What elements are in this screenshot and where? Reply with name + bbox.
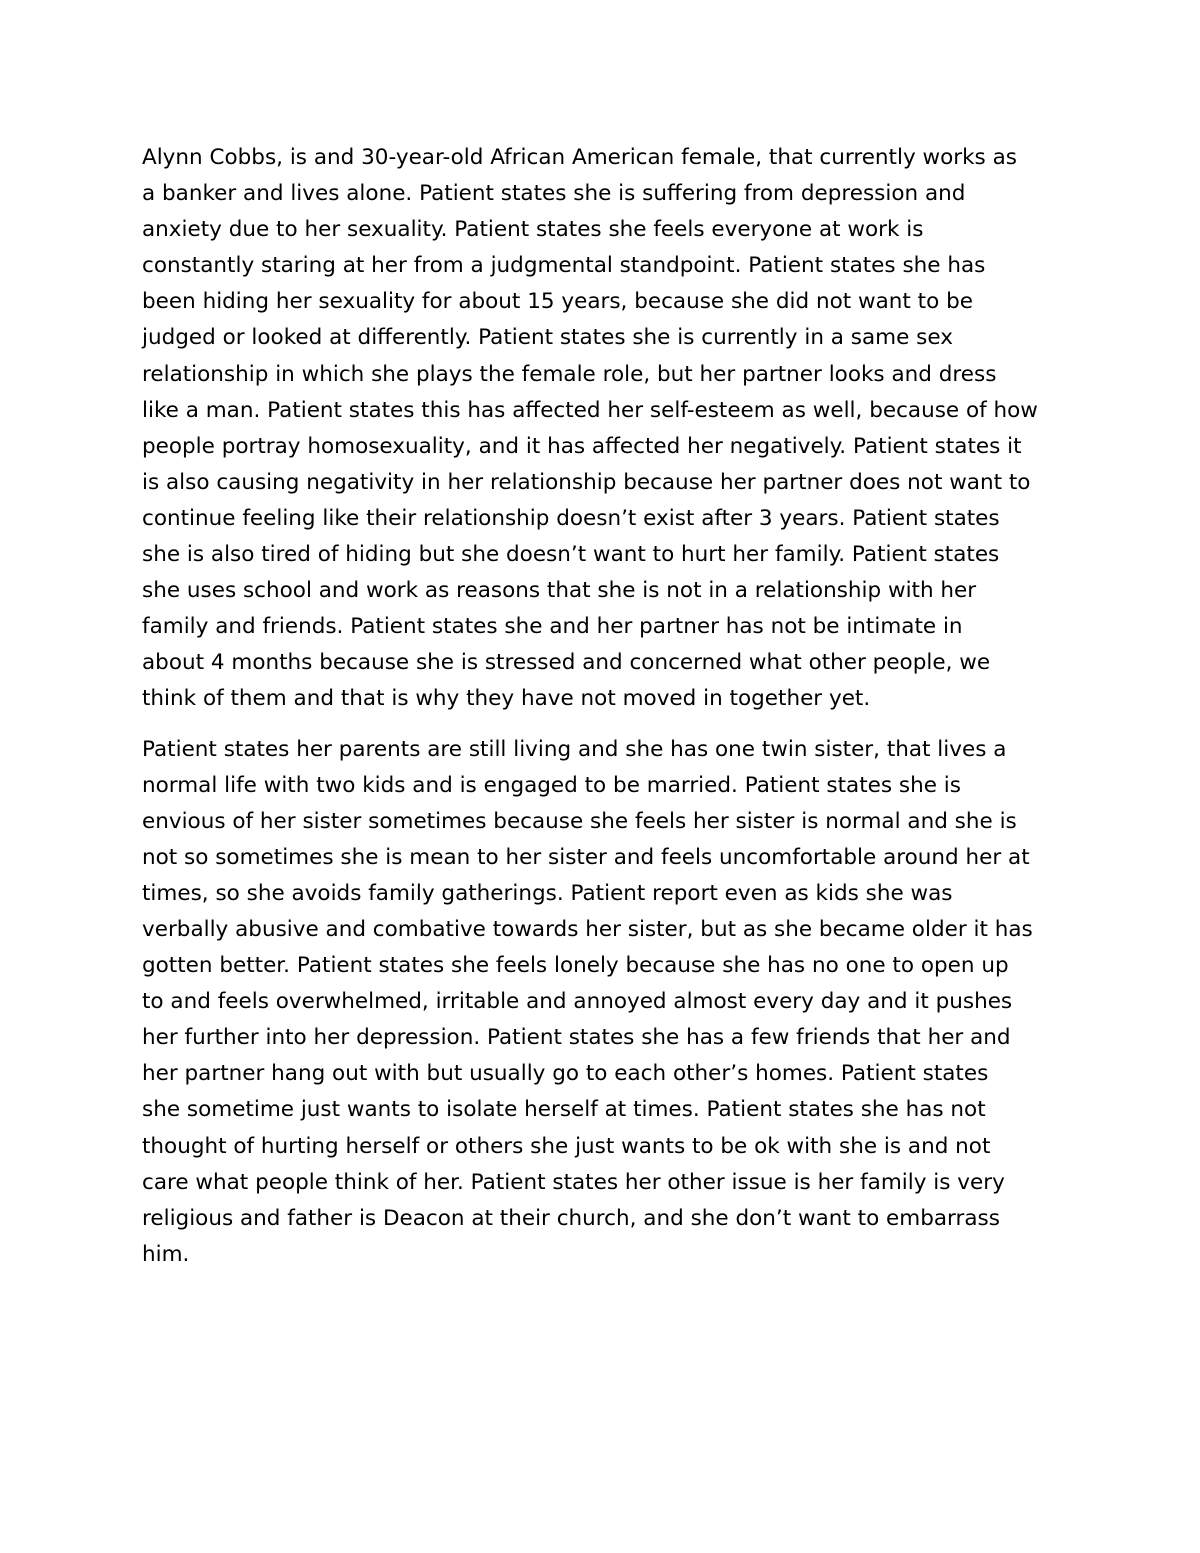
text-line: anxiety due to her sexuality. Patient states she feels everyone at work is	[142, 217, 924, 243]
text-line: times, so she avoids family gatherings. Patient report even as kids she was	[142, 880, 953, 906]
text-line: is also causing negativity in her relationship because her partner does not want to	[142, 469, 1031, 495]
text-line: normal life with two kids and is engaged to be married. Patient states she is	[142, 772, 961, 798]
text-line: Patient states her parents are still living and she has one twin sister, that lives a	[142, 736, 1007, 762]
text-line: been hiding her sexuality for about 15 years, because she did not want to be	[142, 289, 973, 315]
text-line: to and feels overwhelmed, irritable and annoyed almost every day and it pushes	[142, 989, 1013, 1015]
text-line: continue feeling like their relationship doesn’t exist after 3 years. Patient states	[142, 505, 1000, 531]
text-line: judged or looked at differently. Patient states she is currently in a same sex	[142, 325, 953, 351]
text-line: constantly staring at her from a judgmental standpoint. Patient states she has	[142, 253, 986, 279]
text-line: him.	[142, 1241, 190, 1267]
paragraph-1	[142, 140, 1064, 718]
text-line: envious of her sister sometimes because she feels her sister is normal and she is	[142, 808, 1017, 834]
text-line: she is also tired of hiding but she doesn’t want to hurt her family. Patient states	[142, 542, 1000, 568]
document-body	[142, 140, 1064, 1273]
text-line: thought of hurting herself or others she just wants to be ok with she is and not	[142, 1133, 991, 1159]
text-line: her further into her depression. Patient states she has a few friends that her and	[142, 1025, 1011, 1051]
text-line: like a man. Patient states this has affected her self-esteem as well, because of how	[142, 397, 1038, 423]
text-line: religious and father is Deacon at their church, and she don’t want to embarrass	[142, 1205, 1000, 1231]
text-line: a banker and lives alone. Patient states she is suffering from depression and	[142, 181, 966, 207]
paragraph-2	[142, 732, 1064, 1273]
text-line: not so sometimes she is mean to her sister and feels uncomfortable around her at	[142, 844, 1030, 870]
text-line: relationship in which she plays the female role, but her partner looks and dress	[142, 361, 997, 387]
text-line: she uses school and work as reasons that she is not in a relationship with her	[142, 578, 977, 604]
text-line: about 4 months because she is stressed and concerned what other people, we	[142, 650, 991, 676]
text-line: she sometime just wants to isolate herself at times. Patient states she has not	[142, 1097, 986, 1123]
text-line: Alynn Cobbs, is and 30-year-old African American female, that currently works as	[142, 145, 1017, 170]
text-line: care what people think of her. Patient states her other issue is her family is very	[142, 1169, 1005, 1195]
text-line: gotten better. Patient states she feels lonely because she has no one to open up	[142, 953, 1009, 979]
text-line: family and friends. Patient states she and her partner has not be intimate in	[142, 614, 963, 640]
text-line: her partner hang out with but usually go to each other’s homes. Patient states	[142, 1061, 989, 1087]
text-line: verbally abusive and combative towards her sister, but as she became older it has	[142, 916, 1033, 942]
text-line: people portray homosexuality, and it has affected her negatively. Patient states it	[142, 433, 1022, 459]
text-line: think of them and that is why they have not moved in together yet.	[142, 686, 871, 712]
